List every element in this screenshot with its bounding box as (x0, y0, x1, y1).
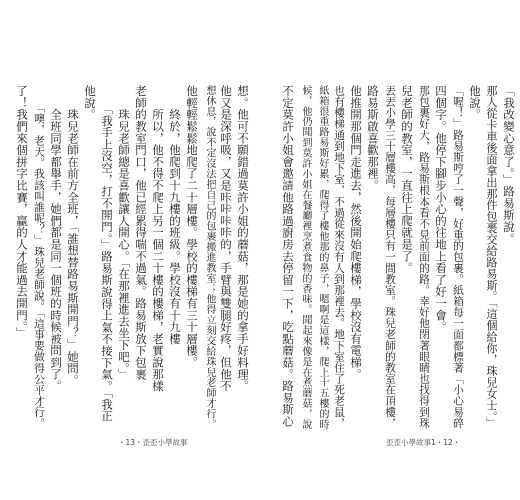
text-line: 終於，他爬到十九樓的班級。學校沒有十九樓 (168, 85, 182, 345)
right-page (260, 0, 520, 500)
text-line: 珠兒老師在前方全班，「誰想替路易斯開門？」她問。 (66, 85, 80, 387)
text-line: 那人從卡車後面拿出那件包裹交給路易斯。「這個給你，珠兒女士。」 (485, 85, 498, 429)
text-line: 老師的教室門口，他已經累得喘不過氣。路易斯放下包裹 (134, 85, 148, 380)
text-line: 候，他仍聞到莫許小姐在餐廳裡烹煮食物的香味。聞起來像是在煮蘑菇，說 (300, 85, 311, 430)
text-line: 他又是深呼吸，又是咔咔咔咔的，手臂與雙腿好疼，但他不 (219, 85, 233, 392)
text-line: 珠兒老師總是喜歡讓人開心。「在那裡進去坐下吧。」 (117, 85, 131, 381)
text-line: 他說。 (83, 85, 97, 121)
text-line: 想休息，說不定沒法把自己的包裹搬進教室；他得立刻交給珠兒老師才行。 (204, 85, 215, 430)
text-line: 丟丟小學三十層樓高，每層樓只有一間教室。珠兒老師的教室在頂樓， (384, 85, 397, 429)
text-line: 四個字。他停下腳步小心的往地上看了好一會。 (434, 85, 448, 333)
text-line: 也有樓梯通到地下室，不過從來沒有人到那裡去。地下室住了死老鼠， (333, 85, 346, 429)
text-line: 紙箱很重路易斯好累，爬得了樓他那的鼻子，嗯啊是這樣，爬上十五樓的時 (317, 85, 328, 430)
text-line: 了！我們來個拼字比賽，贏的人才能過去開門。」 (15, 85, 29, 339)
page-number: 歪歪小學故事1・12・ (386, 438, 461, 447)
text-line: 那包裹好大，路易斯根本看不見前面的路。幸好他閉著眼睛也找得到珠 (418, 85, 431, 429)
text-line: 不定莫許小姐會邀請他路過廚房去停留一下，吃點蘑菇。路易斯心 (281, 85, 295, 428)
text-line: 兒老師的教室，一直往上爬就是了。 (400, 85, 414, 274)
text-line: 他說。 (468, 85, 482, 121)
text-line: 他推開那個門走進去，然後開始爬樓梯，學校沒有電梯。 (349, 85, 363, 380)
text-line: 他輕輕鬆鬆地爬了二十層樓。學校的樓梯有三十層樓。 (185, 85, 199, 369)
page-number: ・13・歪歪小學故事 (118, 438, 188, 447)
text-line: 「我改變心意了。」路易斯說。 (502, 85, 516, 245)
text-line: 「噢，老天。我該叫誰呢？」珠兒老師說。「這事要做得公平才行。 (33, 85, 46, 429)
text-line: 全班同學都舉手，她們都是同一個班的時候被問到了。 (49, 85, 63, 392)
text-line: 路易斯啟喜歡那裡。 (366, 85, 380, 192)
text-line: 「我手上沒空，打不開門。」路易斯說得上氣不接下氣。「我正 (100, 85, 114, 422)
text-line: 想。他可不願錯過莫許小姐的蘑菇，那是她的拿手好料理。 (236, 85, 250, 392)
text-line: 所以，他不得不爬上另一個二十樓的樓梯，老實說那樣 (151, 85, 165, 392)
text-line: 「喔！」路易斯哼了一聲，好重的包裹。紙箱每一面都標著「小心易碎 (452, 85, 465, 429)
